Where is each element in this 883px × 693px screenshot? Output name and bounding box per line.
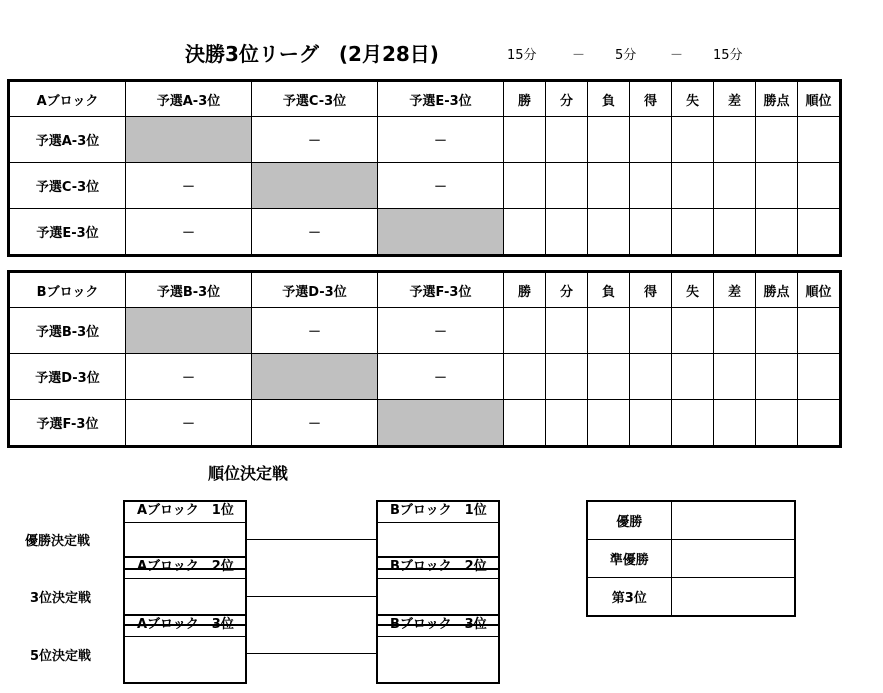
stat-cell[interactable] — [798, 209, 841, 256]
stat-cell[interactable] — [714, 209, 756, 256]
stat-cell[interactable] — [756, 209, 798, 256]
third-place-connector-line — [247, 596, 376, 597]
stat-header-points: 勝点 — [756, 81, 798, 117]
third-place-value[interactable] — [671, 578, 795, 617]
stat-cell[interactable] — [504, 117, 546, 163]
stat-cell[interactable] — [672, 209, 714, 256]
slot-label: Aブロック 1位 — [125, 502, 245, 523]
row-team-label: 予選F-3位 — [9, 400, 126, 447]
stat-cell[interactable] — [714, 308, 756, 354]
match-cell[interactable]: － — [126, 354, 252, 400]
stat-cell[interactable] — [588, 400, 630, 447]
stat-cell[interactable] — [504, 308, 546, 354]
stat-header-losses: 負 — [588, 81, 630, 117]
stat-cell[interactable] — [546, 354, 588, 400]
placement-title: 順位決定戦 — [208, 464, 289, 483]
stat-cell[interactable] — [714, 117, 756, 163]
b-third-slot[interactable] — [376, 614, 500, 684]
stat-cell[interactable] — [546, 117, 588, 163]
champion-value[interactable] — [671, 501, 795, 540]
stat-cell[interactable] — [714, 163, 756, 209]
stat-cell[interactable] — [672, 354, 714, 400]
match-cell[interactable]: － — [126, 163, 252, 209]
stat-cell[interactable] — [630, 308, 672, 354]
stat-header-draws: 分 — [546, 81, 588, 117]
stat-header-goals-against: 失 — [672, 81, 714, 117]
time-separator: － — [670, 48, 684, 63]
final-results-table — [586, 500, 796, 617]
match-cell[interactable]: － — [126, 400, 252, 447]
stat-header-goals-against: 失 — [672, 272, 714, 308]
stat-header-rank: 順位 — [798, 272, 841, 308]
row-team-label: 予選B-3位 — [9, 308, 126, 354]
stat-header-goals-for: 得 — [630, 272, 672, 308]
match-cell[interactable]: － — [378, 308, 504, 354]
col-team-header: 予選D-3位 — [252, 272, 378, 308]
stat-header-goal-diff: 差 — [714, 81, 756, 117]
self-match-cell — [126, 117, 252, 163]
runner-up-label: 準優勝 — [587, 540, 671, 578]
table-row — [9, 308, 841, 354]
table-row — [9, 354, 841, 400]
stat-cell[interactable] — [546, 163, 588, 209]
header-row — [9, 81, 841, 117]
stat-cell[interactable] — [672, 400, 714, 447]
slot-label: Aブロック 3位 — [125, 616, 245, 637]
match-cell[interactable]: － — [252, 117, 378, 163]
stat-cell[interactable] — [798, 400, 841, 447]
stat-cell[interactable] — [546, 400, 588, 447]
a-third-slot[interactable] — [123, 614, 247, 684]
stat-cell[interactable] — [672, 117, 714, 163]
header-row — [9, 272, 841, 308]
stat-cell[interactable] — [714, 400, 756, 447]
stat-cell[interactable] — [714, 354, 756, 400]
match-cell[interactable]: － — [252, 308, 378, 354]
stat-cell[interactable] — [630, 400, 672, 447]
stat-header-goal-diff: 差 — [714, 272, 756, 308]
page-title: 決勝3位リーグ (2月28日) — [185, 42, 439, 66]
stat-cell[interactable] — [756, 308, 798, 354]
stat-header-wins: 勝 — [504, 272, 546, 308]
self-match-cell — [126, 308, 252, 354]
final-connector-line — [247, 539, 376, 540]
stat-cell[interactable] — [588, 117, 630, 163]
match-cell[interactable]: － — [252, 209, 378, 256]
stat-cell[interactable] — [504, 209, 546, 256]
stat-header-goals-for: 得 — [630, 81, 672, 117]
match-cell[interactable]: － — [378, 117, 504, 163]
stat-cell[interactable] — [756, 400, 798, 447]
stat-header-rank: 順位 — [798, 81, 841, 117]
stat-cell[interactable] — [504, 400, 546, 447]
block-a-table — [7, 79, 842, 257]
stat-cell[interactable] — [756, 117, 798, 163]
stat-cell[interactable] — [630, 163, 672, 209]
stat-cell[interactable] — [588, 163, 630, 209]
stat-cell[interactable] — [630, 117, 672, 163]
slot-label: Bブロック 2位 — [378, 558, 498, 579]
stat-header-draws: 分 — [546, 272, 588, 308]
match-cell[interactable]: － — [126, 209, 252, 256]
table-row — [9, 400, 841, 447]
table-row — [9, 209, 841, 256]
result-row — [587, 501, 795, 540]
stat-header-wins: 勝 — [504, 81, 546, 117]
table-row — [9, 163, 841, 209]
self-match-cell — [252, 354, 378, 400]
stat-cell[interactable] — [504, 354, 546, 400]
stat-cell[interactable] — [756, 354, 798, 400]
stat-cell[interactable] — [798, 117, 841, 163]
fifth-place-connector-line — [247, 653, 376, 654]
stat-header-points: 勝点 — [756, 272, 798, 308]
col-team-header: 予選F-3位 — [378, 272, 504, 308]
self-match-cell — [252, 163, 378, 209]
col-team-header: 予選C-3位 — [252, 81, 378, 117]
third-place-match-label: 3位決定戦 — [30, 591, 92, 606]
fifth-place-match-label: 5位決定戦 — [30, 649, 92, 664]
slot-label: Bブロック 1位 — [378, 502, 498, 523]
match-cell[interactable]: － — [252, 400, 378, 447]
block-name: Aブロック — [9, 81, 126, 117]
stat-header-losses: 負 — [588, 272, 630, 308]
final-match-label: 優勝決定戦 — [25, 534, 91, 549]
third-place-label: 第3位 — [587, 578, 671, 617]
second-half-time: 15分 — [713, 48, 743, 63]
first-half-time: 15分 — [507, 48, 537, 63]
row-team-label: 予選A-3位 — [9, 117, 126, 163]
runner-up-value[interactable] — [671, 540, 795, 578]
table-row — [9, 117, 841, 163]
time-separator: － — [572, 48, 586, 63]
row-team-label: 予選E-3位 — [9, 209, 126, 256]
stat-cell[interactable] — [672, 163, 714, 209]
col-team-header: 予選E-3位 — [378, 81, 504, 117]
match-cell[interactable]: － — [378, 354, 504, 400]
stat-cell[interactable] — [630, 209, 672, 256]
row-team-label: 予選D-3位 — [9, 354, 126, 400]
self-match-cell — [378, 400, 504, 447]
champion-label: 優勝 — [587, 501, 671, 540]
col-team-header: 予選B-3位 — [126, 272, 252, 308]
stat-cell[interactable] — [630, 354, 672, 400]
stat-cell[interactable] — [798, 163, 841, 209]
block-name: Bブロック — [9, 272, 126, 308]
stat-cell[interactable] — [672, 308, 714, 354]
stat-cell[interactable] — [588, 209, 630, 256]
col-team-header: 予選A-3位 — [126, 81, 252, 117]
slot-label: Bブロック 3位 — [378, 616, 498, 637]
stat-cell[interactable] — [756, 163, 798, 209]
result-row — [587, 540, 795, 578]
result-row — [587, 578, 795, 617]
stat-cell[interactable] — [546, 209, 588, 256]
stat-cell[interactable] — [504, 163, 546, 209]
stat-cell[interactable] — [546, 308, 588, 354]
stat-cell[interactable] — [588, 308, 630, 354]
match-cell[interactable]: － — [378, 163, 504, 209]
block-b-table — [7, 270, 842, 448]
self-match-cell — [378, 209, 504, 256]
halftime-time: 5分 — [615, 48, 637, 63]
row-team-label: 予選C-3位 — [9, 163, 126, 209]
slot-label: Aブロック 2位 — [125, 558, 245, 579]
stat-cell[interactable] — [798, 354, 841, 400]
stat-cell[interactable] — [798, 308, 841, 354]
stat-cell[interactable] — [588, 354, 630, 400]
